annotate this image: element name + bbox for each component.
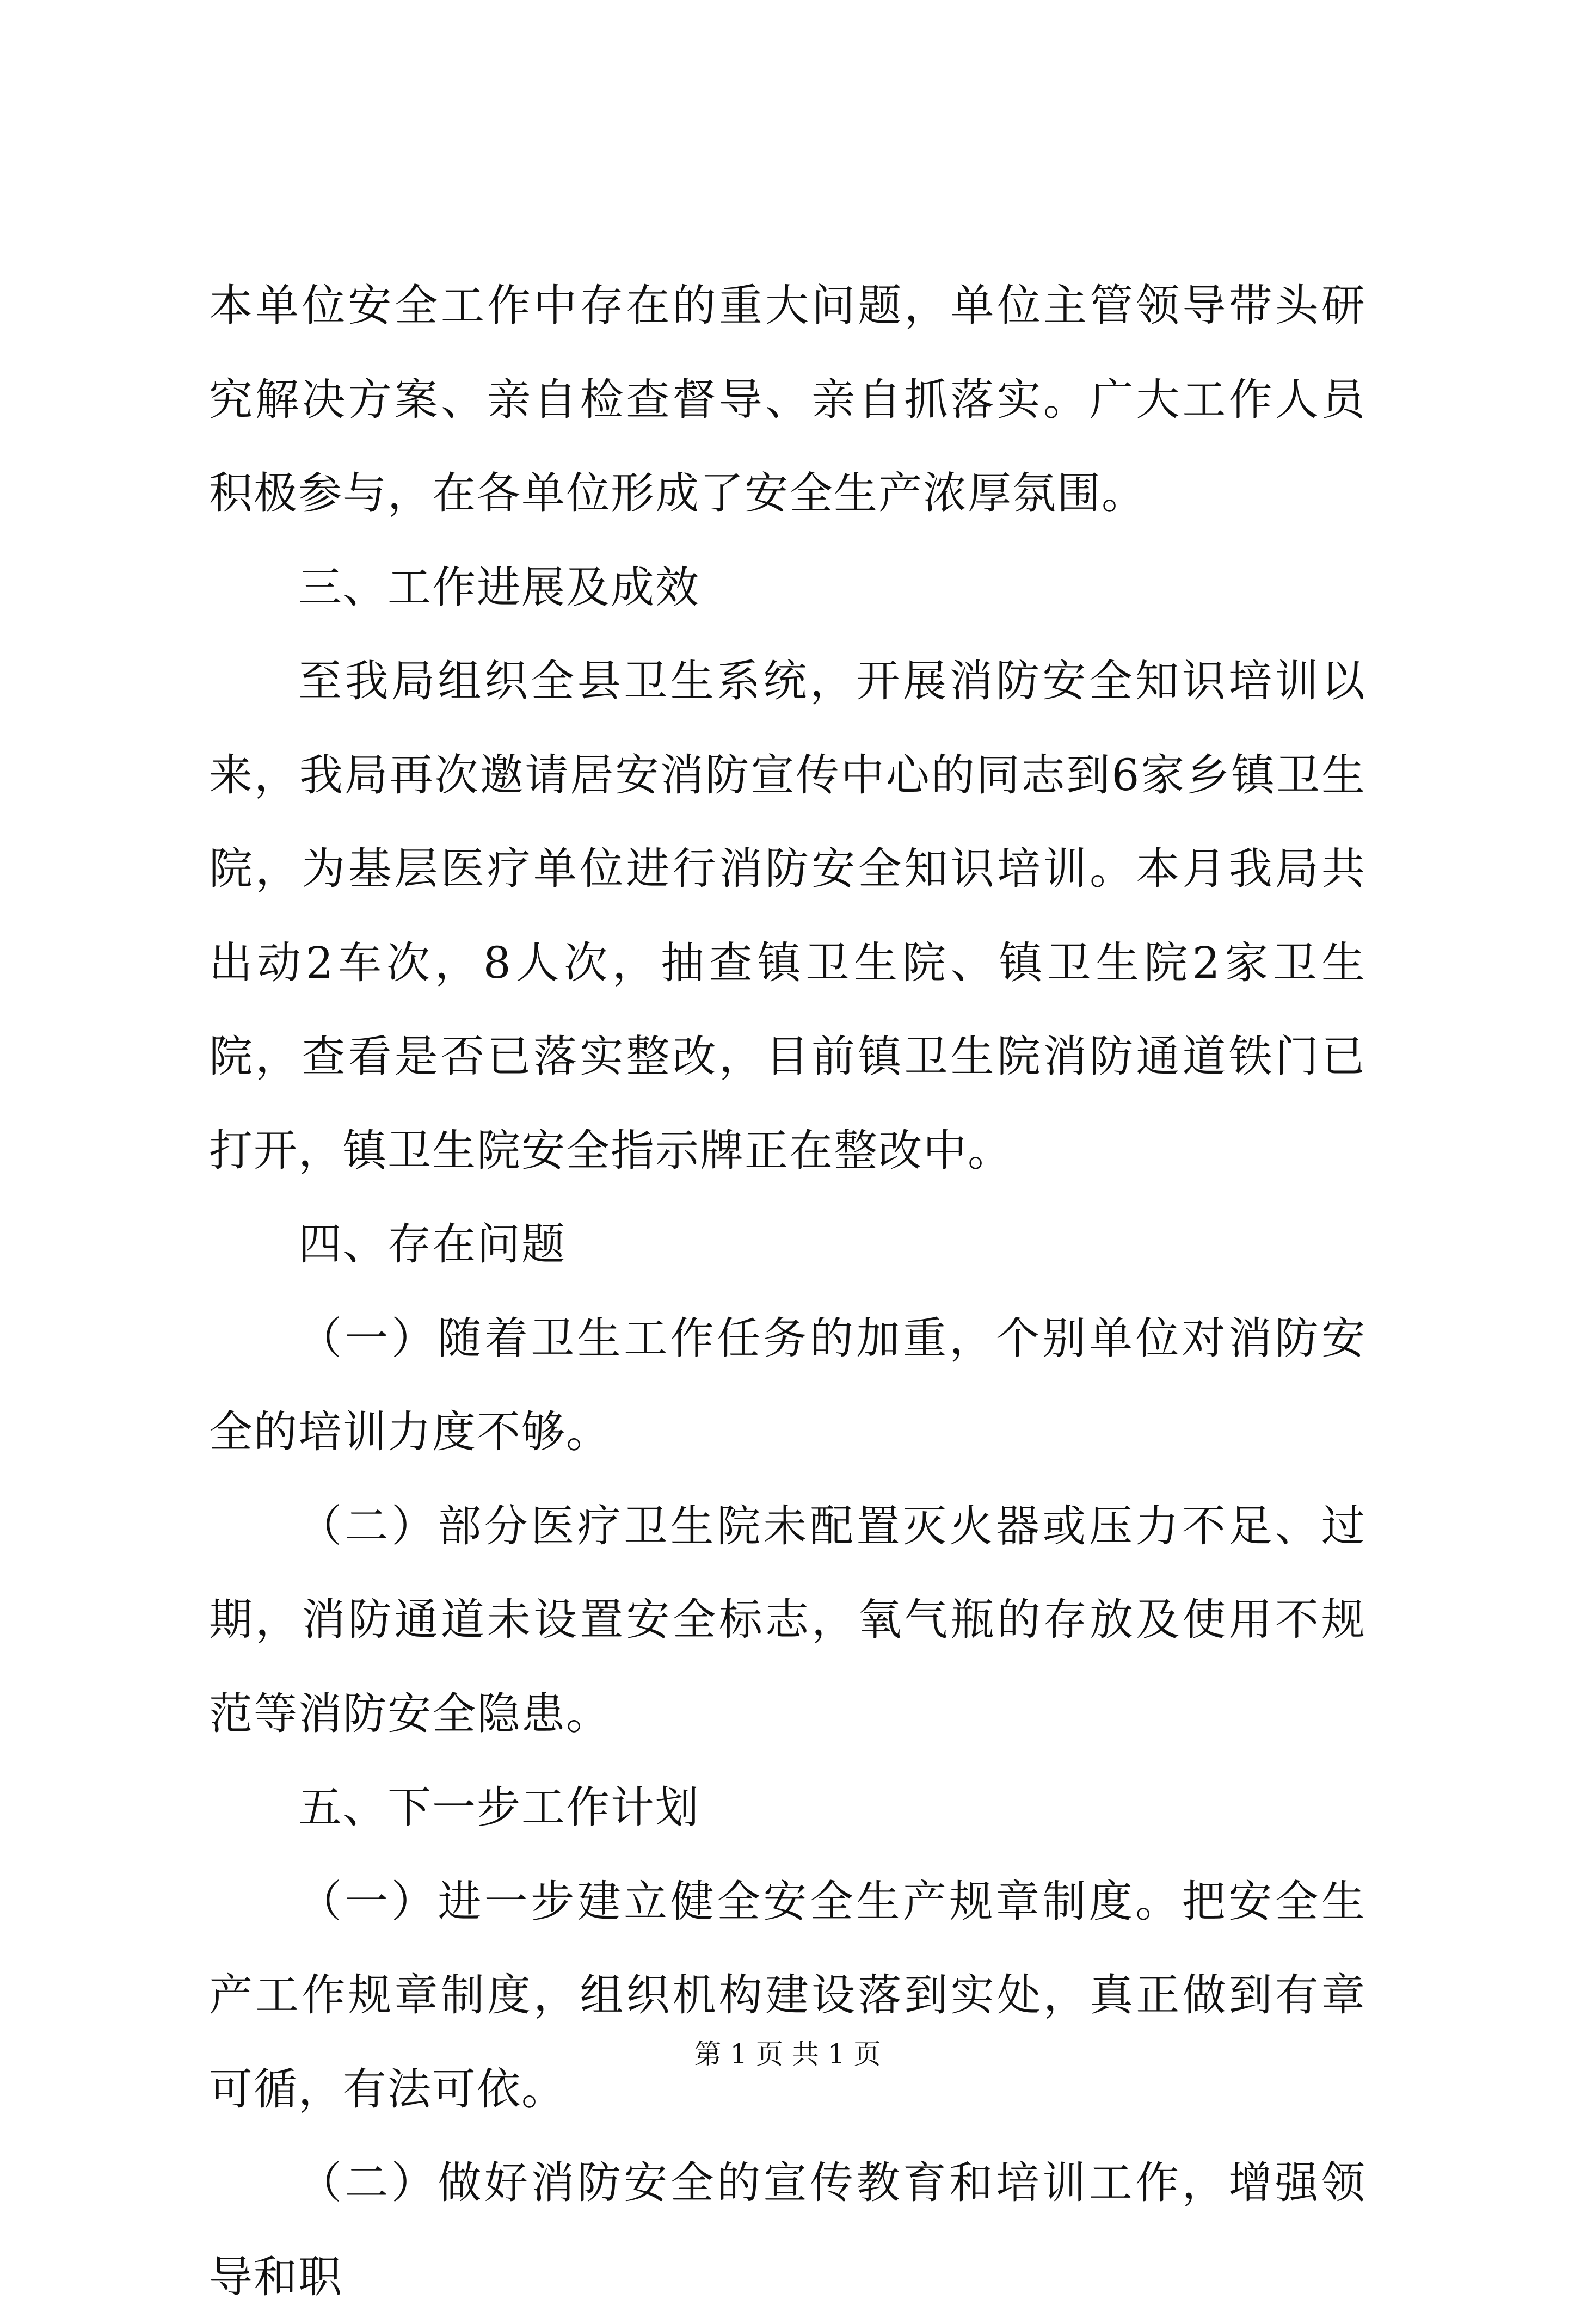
paragraph-plan-1: （一）进一步建立健全安全生产规章制度。把安全生产工作规章制度，组织机构建设落到实处，真正做到有章可循，有法可依。 bbox=[209, 1876, 1366, 2115]
section-heading-3: 三、工作进展及成效 bbox=[298, 562, 700, 613]
paragraph-continuation: 本单位安全工作中存在的重大问题，单位主管领导带头研究解决方案、亲自检查督导、亲自抓落实。广大工作人员积极参与，在各单位形成了安全生产浓厚氛围。 bbox=[209, 280, 1366, 519]
page-number-footer: 第 1 页 共 1 页 bbox=[694, 2038, 881, 2070]
paragraph-problem-2: （二）部分医疗卫生院未配置灭火器或压力不足、过期，消防通道未设置安全标志，氧气瓶的存放及使用不规范等消防安全隐患。 bbox=[209, 1500, 1366, 1739]
paragraph-problem-1: （一）随着卫生工作任务的加重，个别单位对消防安全的培训力度不够。 bbox=[209, 1312, 1366, 1457]
paragraph-progress: 至我局组织全县卫生系统，开展消防安全知识培训以来，我局再次邀请居安消防宣传中心的同志到6家乡镇卫生院，为基层医疗单位进行消防安全知识培训。本月我局共出动2车次，8人次，抽查镇卫生院、镇卫生院2家卫生院，查看是否已落实整改，目前镇卫生院消防通道铁门已打开，镇卫生院安全指示牌正在整改中。 bbox=[209, 656, 1366, 1176]
section-heading-4: 四、存在问题 bbox=[298, 1219, 566, 1269]
section-heading-5: 五、下一步工作计划 bbox=[298, 1782, 700, 1833]
document-body bbox=[209, 259, 1366, 2324]
paragraph-plan-2: （二）做好消防安全的宣传教育和培训工作，增强领导和职 bbox=[209, 2157, 1366, 2302]
